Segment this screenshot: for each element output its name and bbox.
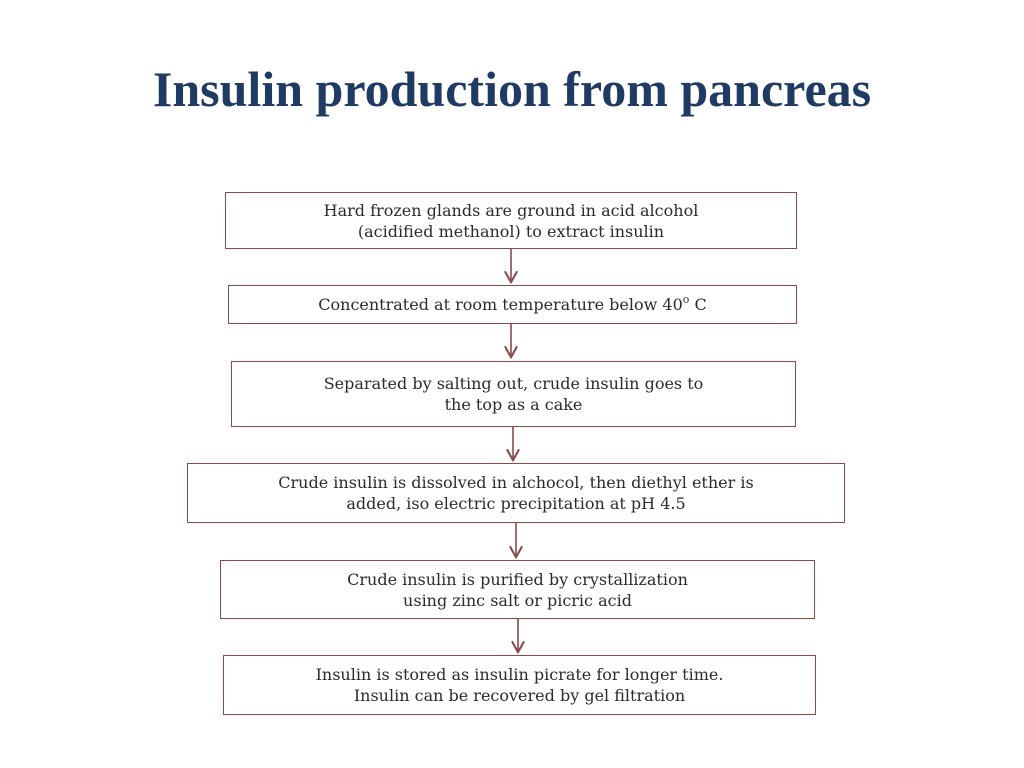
step-1-line-1: Hard frozen glands are ground in acid alcohol [323,200,699,220]
step-2-unit: C [689,295,707,314]
step-box-1 [225,192,797,249]
degree-superscript: o [682,293,690,306]
slide-title: Insulin production from pancreas [152,61,872,117]
step-box-5 [220,560,815,619]
step-6-line-1: Insulin is stored as insulin picrate for longer time. [315,665,724,684]
step-box-4 [187,463,845,523]
step-2-text: Concentrated at room temperature below 40 [318,295,683,314]
step-3-line-2: the top as a cake [444,395,583,414]
step-2-line-1 [318,294,706,315]
step-box-6 [223,655,816,715]
step-6-line-2: Insulin can be recovered by gel filtration [353,686,686,705]
step-4-line-1: Crude insulin is dissolved in alchocol, then diethyl ether is [278,473,754,492]
step-3-line-1: Separated by salting out, crude insulin goes to [323,374,704,393]
step-5-line-2: using zinc salt or picric acid [403,590,632,610]
step-1-line-2: (acidified methanol) to extract insulin [357,221,665,241]
step-box-2 [228,285,797,324]
step-4-line-2: added, iso electric precipitation at pH 4.5 [346,494,686,513]
step-box-3 [231,361,796,427]
step-5-line-1: Crude insulin is purified by crystallization [347,569,688,589]
